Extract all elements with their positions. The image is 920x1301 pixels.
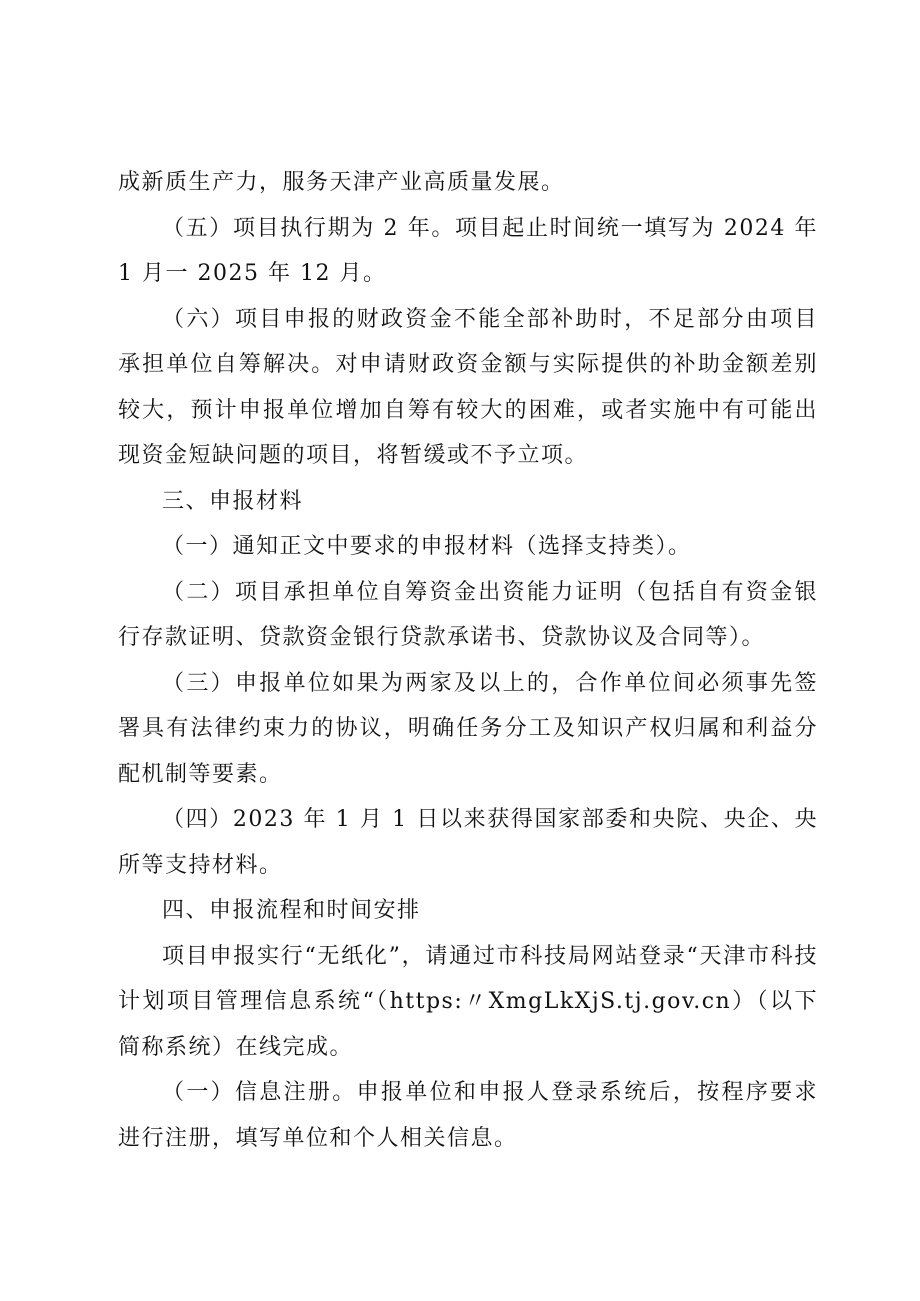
section-heading-process: 四、申报流程和时间安排 (162, 898, 421, 923)
materials-item-2: （二）项目承担单位自筹资金出资能力证明（包括自有资金银行存款证明、贷款资金银行贷款承诺书、贷款协议及合同等）。 (118, 579, 818, 650)
process-intro: 项目申报实行“无纸化”，请通过市科技局网站登录“天津市科技计划项目管理信息系统“（https:〃XmgLkXjS.tj.gov.cn）（以下简称系统）在线完成。 (118, 943, 818, 1060)
materials-item-4: （四）2023 年 1 月 1 日以来获得国家部委和央院、央企、央所等支持材料。 (118, 807, 818, 878)
materials-item-1: （一）通知正文中要求的申报材料（选择支持类）。 (162, 534, 692, 559)
materials-item-3: （三）申报单位如果为两家及以上的，合作单位间必须事先签署具有法律约束力的协议，明确任务分工及知识产权归属和利益分配机制等要素。 (118, 670, 818, 787)
paragraph-item-6: （六）项目申报的财政资金不能全部补助时，不足部分由项目承担单位自筹解决。对申请财政资金额与实际提供的补助金额差别较大，预计申报单位增加自筹有较大的困难，或者实施中有可能出现资金短缺问题的项目，将暂缓或不予立项。 (118, 306, 818, 468)
paragraph-item-5: （五）项目执行期为 2 年。项目起止时间统一填写为 2024 年 1 月一 2025 年 12 月。 (118, 215, 818, 286)
section-heading-materials: 三、申报材料 (162, 488, 304, 514)
paragraph-continued: 成新质生产力，服务天津产业高质量发展。 (118, 170, 565, 195)
process-item-1: （一）信息注册。申报单位和申报人登录系统后，按程序要求进行注册，填写单位和个人相关信息。 (118, 1080, 818, 1151)
document-body (118, 160, 818, 1161)
